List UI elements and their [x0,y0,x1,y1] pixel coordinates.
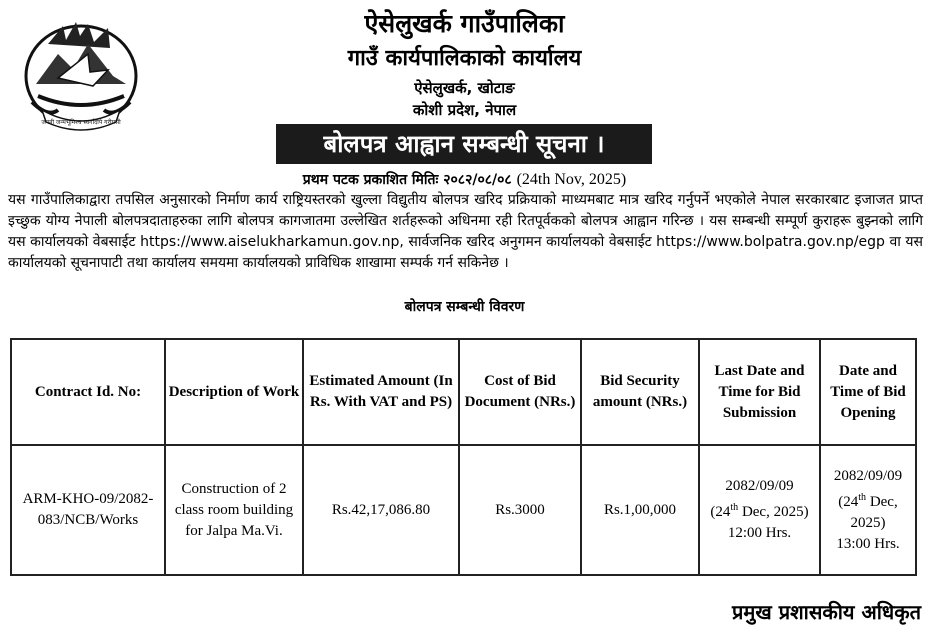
table-row [11,445,916,575]
cell-cost-of-document: Rs.3000 [459,445,581,575]
last-date-en-sup: th [730,502,739,513]
table-caption: बोलपत्र सम्बन्धी विवरण [404,299,525,315]
cell-bid-security: Rs.1,00,000 [581,445,699,575]
header-last-date: Last Date and Time for Bid Submission [699,339,820,445]
cell-contract-id: ARM-KHO-09/2082-083/NCB/Works [11,445,165,575]
open-date-bs: 2082/09/09 [833,467,903,484]
table-header-row [11,339,916,445]
municipality-name: ऐसेलुखर्क गाउँपालिका [364,9,565,38]
last-date-en-rest: Dec, 2025) [738,504,809,520]
emblem-motto: जननी जन्मभूमिश्च स्वर्गादपि गरीयसी [41,119,121,126]
header-estimated-amount: Estimated Amount (In Rs. With VAT and PS) [303,339,459,445]
province-address: कोशी प्रदेश, नेपाल [412,101,517,119]
header-opening-date: Date and Time of Bid Opening [820,339,916,445]
publication-date-en: (24th Nov, 2025) [516,171,627,188]
last-date-bs: 2082/09/09 [725,478,794,494]
signature-title: प्रमुख प्रशासकीय अधिकृत [732,600,921,624]
last-time: 12:00 Hrs. [727,525,792,541]
notice-title: बोलपत्र आह्वान सम्बन्धी सूचना । [276,124,652,164]
office-name: गाउँ कार्यपालिकाको कार्यालय [347,46,582,71]
open-date-en-day: (24 [838,493,859,510]
notice-body-text: यस गाउँपालिकाद्वारा तपसिल अनुसारको निर्माण कार्य राष्ट्रियस्तरको खुल्ला विद्युतीय बोलपत्र खरिद प्रक्रियाको माध्यमबाट मात्र खरिद गर्नुपर्ने भएकोले नेपाल सरकारबाट इजाजत प्राप्त इच्छुक योग्य नेपाली बोलपत्रदाताहरुका लागि बोलपत्र कागजातमा उल्लेखित शर्तहरूको अधिनमा रही रितपूर्वकको बोलपत्र आह्वान गरिन्छ । यस सम्बन्धी सम्पूर्ण कुराहरू बुझ्नको लागि यस कार्यालयको वेबसाईट https://www.aiselukharkamun.gov.np, सार्वजनिक खरिद अनुगमन कार्यालयको वेबसाईट https://www.bolpatra.gov.np/egp वा यस कार्यालयको सूचनापाटी तथा कार्यालय समयमा कार्यालयको प्राविधिक शाखामा सम्पर्क गर्न सकिनेछ । [8,192,923,271]
cell-description: Construction of 2 class room building for Jalpa Ma.Vi. [165,445,303,575]
header-cost-of-document: Cost of Bid Document (NRs.) [459,339,581,445]
last-date-en-day: (24 [710,504,731,520]
bid-details-table [10,338,917,576]
open-date-en-rest: Dec, 2025) [850,493,898,531]
cell-last-date [699,445,820,575]
header-description: Description of Work [165,339,303,445]
publication-label: प्रथम पटक प्रकाशित मितिः २०८२/०८/०८ [302,172,512,188]
publication-date [0,170,929,189]
open-date-en-sup: th [858,491,867,503]
office-address: ऐसेलुखर्क, खोटाङ [414,79,515,97]
header-bid-security: Bid Security amount (NRs.) [581,339,699,445]
notice-body [8,190,923,274]
cell-estimated-amount: Rs.42,17,086.80 [303,445,459,575]
header-contract-id: Contract Id. No: [11,339,165,445]
open-time: 13:00 Hrs. [836,535,900,552]
cell-opening-date [820,445,916,575]
